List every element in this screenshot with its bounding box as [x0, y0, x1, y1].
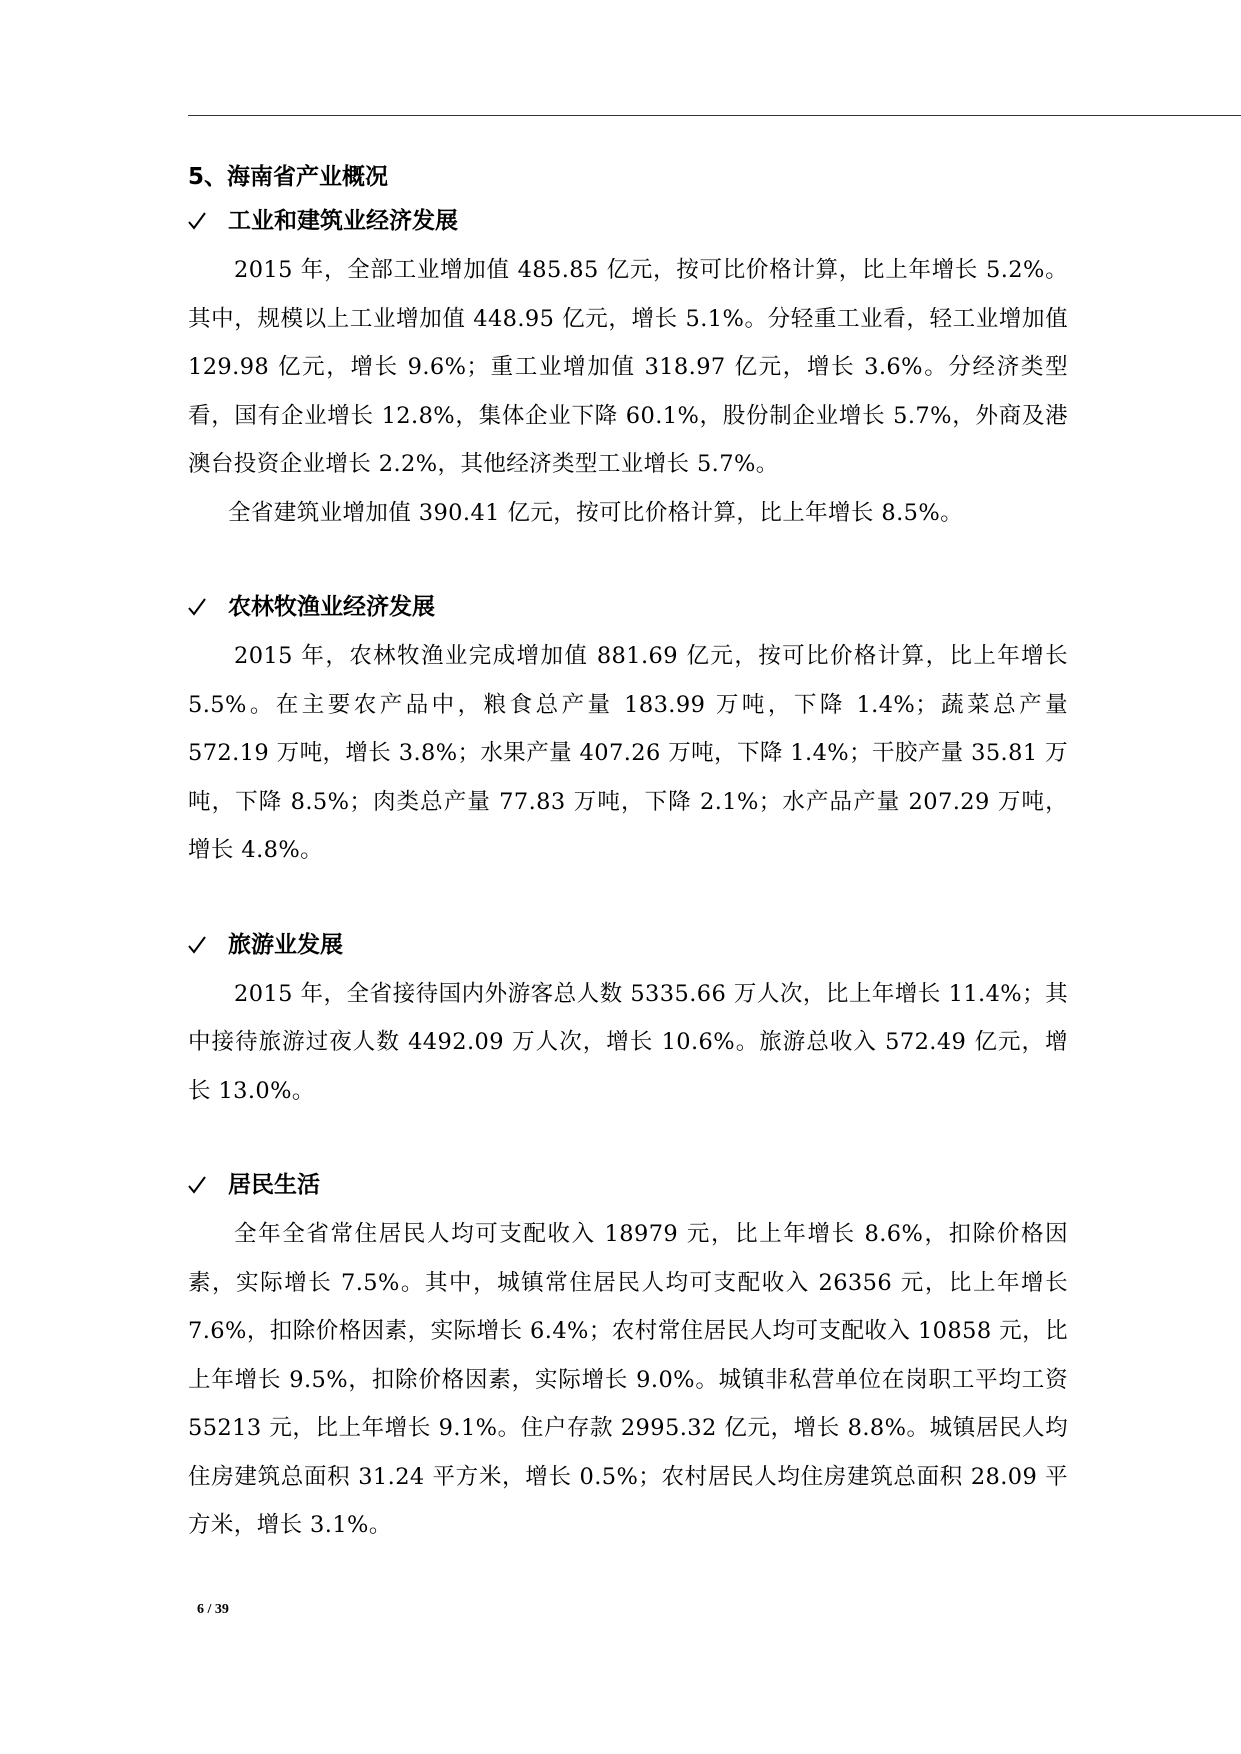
subheading-tourism — [188, 923, 1068, 967]
check-icon — [188, 211, 206, 231]
paragraph: 全省建筑业增加值 390.41 亿元，按可比价格计算，比上年增长 8.5%。 — [228, 499, 964, 526]
paragraph: 2015 年，农林牧渔业完成增加值 881.69 亿元，按可比价格计算，比上年增长 5.5%。在主要农产品中，粮食总产量 183.99 万吨，下降 1.4%；蔬菜总产量 572.19 万吨，增长 3.8%；水果产量 407.26 万吨，下降 1.4%；干胶产量 35.81 万吨，下降 8.5%；肉类总产量 77.83 万吨，下降 2.1%；水产品产量 207.29 万吨，增长 4.8%。 — [188, 643, 1068, 863]
subheading-agriculture — [188, 585, 1068, 629]
check-icon — [188, 1175, 206, 1195]
paragraph: 2015 年，全省接待国内外游客总人数 5335.66 万人次，比上年增长 11.4%；其中接待旅游过夜人数 4492.09 万人次，增长 10.6%。旅游总收入 572.49 亿元，增长 13.0%。 — [188, 980, 1068, 1104]
subheading-label: 旅游业发展 — [228, 931, 343, 958]
subheading-label: 居民生活 — [228, 1172, 320, 1198]
subheading-label: 工业和建筑业经济发展 — [228, 208, 458, 234]
paragraph: 2015 年，全部工业增加值 485.85 亿元，按可比价格计算，比上年增长 5.2%。其中，规模以上工业增加值 448.95 亿元，增长 5.1%。分轻重工业看，轻工业增加值 129.98 亿元，增长 9.6%；重工业增加值 318.97 亿元，增长 3.6%。分经济类型看，国有企业增长 12.8%，集体企业下降 60.1%，股份制企业增长 5.7%，外商及港澳台投资企业增长 2.2%，其他经济类型工业增长 5.7%。 — [188, 257, 1068, 477]
check-icon — [188, 597, 206, 617]
section-title: 5、海南省产业概况 — [188, 164, 389, 190]
check-icon — [188, 935, 206, 955]
subheading-industry — [188, 199, 1068, 243]
subheading-living — [188, 1163, 1068, 1207]
header-rule — [188, 115, 1241, 116]
document-body — [188, 155, 1068, 1550]
page-number: 6 / 39 — [197, 1602, 229, 1617]
subheading-label: 农林牧渔业经济发展 — [228, 594, 435, 620]
paragraph: 全年全省常住居民人均可支配收入 18979 元，比上年增长 8.6%，扣除价格因素，实际增长 7.5%。其中，城镇常住居民人均可支配收入 26356 元，比上年增长 7.6%，扣除价格因素，实际增长 6.4%；农村常住居民人均可支配收入 10858 元，比上年增长 9.5%，扣除价格因素，实际增长 9.0%。城镇非私营单位在岗职工平均工资 55213 元，比上年增长 9.1%。住户存款 2995.32 亿元，增长 8.8%。城镇居民人均住房建筑总面积 31.24 平方米，增长 0.5%；农村居民人均住房建筑总面积 28.09 平方米，增长 3.1%。 — [188, 1221, 1068, 1538]
